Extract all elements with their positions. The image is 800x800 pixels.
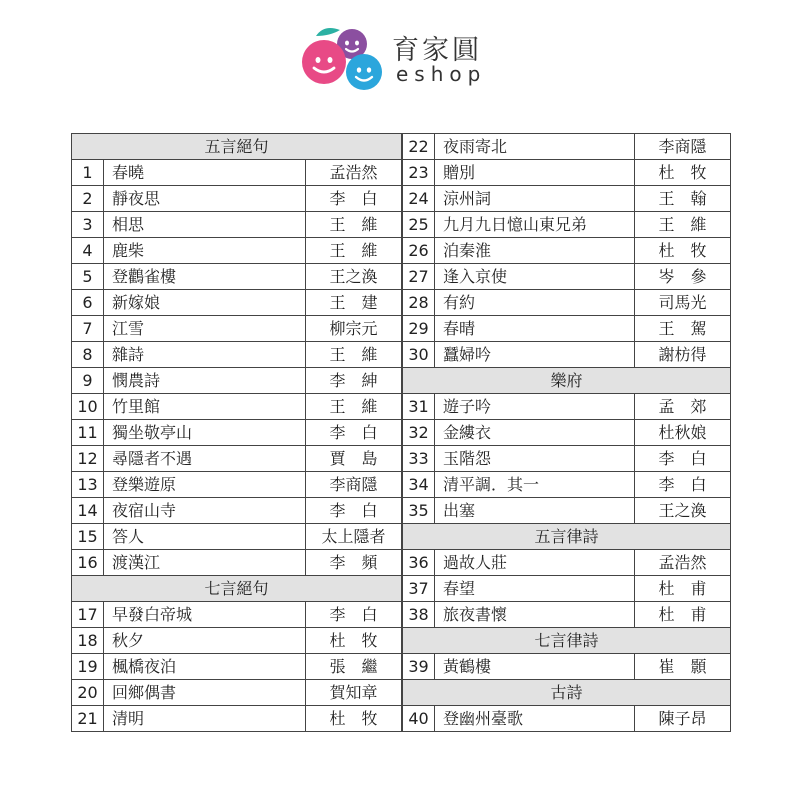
poem-number: 18	[72, 628, 104, 654]
poem-author: 李 白	[635, 446, 731, 472]
brand-name-chinese: 育家圓	[392, 35, 482, 66]
poem-number: 27	[403, 264, 435, 290]
poem-row	[403, 238, 731, 264]
poem-author: 王 駕	[635, 316, 731, 342]
poem-title: 鹿柴	[104, 238, 306, 264]
poem-author: 王 維	[306, 342, 402, 368]
leaf-icon	[316, 28, 340, 36]
poem-author: 王 翰	[635, 186, 731, 212]
poem-row	[72, 628, 402, 654]
poem-number: 3	[72, 212, 104, 238]
poem-number: 8	[72, 342, 104, 368]
poem-row	[72, 160, 402, 186]
poem-title: 回鄉偶書	[104, 680, 306, 706]
poem-author: 杜 牧	[635, 160, 731, 186]
poem-title: 清平調．其一	[435, 472, 635, 498]
poem-title: 春晴	[435, 316, 635, 342]
poem-number: 2	[72, 186, 104, 212]
pink-face-icon	[302, 40, 346, 84]
brand-name-english: eshop	[396, 62, 487, 86]
poem-number: 31	[403, 394, 435, 420]
poem-row	[403, 602, 731, 628]
poem-number: 17	[72, 602, 104, 628]
poem-author: 孟 郊	[635, 394, 731, 420]
poem-title: 尋隱者不遇	[104, 446, 306, 472]
poem-number: 33	[403, 446, 435, 472]
poem-number: 19	[72, 654, 104, 680]
poem-number: 40	[403, 706, 435, 732]
blue-face-icon	[346, 54, 382, 90]
poem-title: 旅夜書懷	[435, 602, 635, 628]
poem-author: 王之渙	[306, 264, 402, 290]
poem-row	[403, 212, 731, 238]
poem-number: 34	[403, 472, 435, 498]
poem-row	[72, 602, 402, 628]
poem-row	[72, 446, 402, 472]
poem-author: 陳子昂	[635, 706, 731, 732]
poem-number: 6	[72, 290, 104, 316]
poem-author: 謝枋得	[635, 342, 731, 368]
brand-logo	[300, 22, 520, 92]
poem-row	[72, 420, 402, 446]
poem-row	[403, 160, 731, 186]
poem-row	[403, 264, 731, 290]
poem-title: 秋夕	[104, 628, 306, 654]
poem-number: 30	[403, 342, 435, 368]
poem-title: 早發白帝城	[104, 602, 306, 628]
poem-title: 竹里館	[104, 394, 306, 420]
poem-number: 39	[403, 654, 435, 680]
poem-title: 涼州詞	[435, 186, 635, 212]
poem-title: 夜宿山寺	[104, 498, 306, 524]
section-header: 古詩	[403, 680, 731, 706]
poem-title: 答人	[104, 524, 306, 550]
poem-author: 李 頻	[306, 550, 402, 576]
poem-number: 12	[72, 446, 104, 472]
poem-author: 王 維	[306, 394, 402, 420]
family-faces-icon	[300, 22, 390, 92]
poem-row	[72, 212, 402, 238]
poem-title: 獨坐敬亭山	[104, 420, 306, 446]
poem-title: 九月九日憶山東兄弟	[435, 212, 635, 238]
section-header: 七言律詩	[403, 628, 731, 654]
poem-row	[72, 498, 402, 524]
poem-title: 贈別	[435, 160, 635, 186]
poem-title: 有約	[435, 290, 635, 316]
poem-author: 李 白	[635, 472, 731, 498]
section-header-row	[403, 368, 731, 394]
poem-author: 杜 牧	[635, 238, 731, 264]
poem-number: 16	[72, 550, 104, 576]
poem-author: 賈 島	[306, 446, 402, 472]
poem-number: 26	[403, 238, 435, 264]
poem-number: 21	[72, 706, 104, 732]
poem-author: 李 白	[306, 602, 402, 628]
poem-title: 遊子吟	[435, 394, 635, 420]
section-header: 五言絕句	[72, 134, 402, 160]
poem-author: 杜 甫	[635, 602, 731, 628]
poem-row	[72, 524, 402, 550]
section-header: 五言律詩	[403, 524, 731, 550]
poem-author: 張 繼	[306, 654, 402, 680]
poem-number: 25	[403, 212, 435, 238]
poem-number: 22	[403, 134, 435, 160]
poem-number: 20	[72, 680, 104, 706]
poem-row	[72, 550, 402, 576]
section-header: 七言絕句	[72, 576, 402, 602]
poem-title: 逢入京使	[435, 264, 635, 290]
poem-row	[72, 316, 402, 342]
poem-title: 清明	[104, 706, 306, 732]
poem-title: 金縷衣	[435, 420, 635, 446]
poem-title: 登幽州臺歌	[435, 706, 635, 732]
poem-row	[403, 316, 731, 342]
poem-title: 泊秦淮	[435, 238, 635, 264]
poem-table-left	[71, 133, 402, 732]
poem-number: 15	[72, 524, 104, 550]
section-header-row	[72, 134, 402, 160]
poem-row	[72, 264, 402, 290]
poem-number: 9	[72, 368, 104, 394]
poem-title: 過故人莊	[435, 550, 635, 576]
poem-author: 王 維	[635, 212, 731, 238]
poem-author: 李 白	[306, 186, 402, 212]
poem-title: 出塞	[435, 498, 635, 524]
poem-author: 柳宗元	[306, 316, 402, 342]
poem-number: 28	[403, 290, 435, 316]
poem-author: 李商隱	[635, 134, 731, 160]
poem-author: 賀知章	[306, 680, 402, 706]
poem-author: 王 維	[306, 212, 402, 238]
poem-row	[403, 550, 731, 576]
poem-row	[403, 654, 731, 680]
poem-row	[403, 576, 731, 602]
section-header-row	[72, 576, 402, 602]
poem-author: 杜 牧	[306, 706, 402, 732]
poem-number: 35	[403, 498, 435, 524]
poem-number: 23	[403, 160, 435, 186]
poem-author: 孟浩然	[635, 550, 731, 576]
poem-author: 李商隱	[306, 472, 402, 498]
poem-title: 登鸛雀樓	[104, 264, 306, 290]
poem-number: 10	[72, 394, 104, 420]
poem-title: 登樂遊原	[104, 472, 306, 498]
poem-title: 玉階怨	[435, 446, 635, 472]
poem-number: 1	[72, 160, 104, 186]
poem-author: 岑 參	[635, 264, 731, 290]
poem-row	[72, 238, 402, 264]
poem-row	[72, 472, 402, 498]
poem-author: 王 建	[306, 290, 402, 316]
section-header-row	[403, 524, 731, 550]
poem-row	[403, 186, 731, 212]
poem-number: 7	[72, 316, 104, 342]
poem-title: 相思	[104, 212, 306, 238]
poem-number: 13	[72, 472, 104, 498]
poem-row	[403, 134, 731, 160]
poem-title: 楓橋夜泊	[104, 654, 306, 680]
poem-number: 29	[403, 316, 435, 342]
poem-author: 李 白	[306, 420, 402, 446]
poem-title: 春望	[435, 576, 635, 602]
poem-title: 蠶婦吟	[435, 342, 635, 368]
poem-number: 11	[72, 420, 104, 446]
poem-title: 雜詩	[104, 342, 306, 368]
poem-number: 38	[403, 602, 435, 628]
poem-title: 黃鶴樓	[435, 654, 635, 680]
poem-number: 32	[403, 420, 435, 446]
poem-row	[72, 394, 402, 420]
poem-row	[403, 290, 731, 316]
poem-row	[403, 420, 731, 446]
poem-title: 靜夜思	[104, 186, 306, 212]
poem-author: 太上隱者	[306, 524, 402, 550]
poem-author: 王 維	[306, 238, 402, 264]
section-header-row	[403, 628, 731, 654]
poem-row	[72, 680, 402, 706]
poem-table-right	[402, 133, 731, 732]
poem-row	[72, 342, 402, 368]
poem-title: 新嫁娘	[104, 290, 306, 316]
poem-title: 江雪	[104, 316, 306, 342]
poem-number: 36	[403, 550, 435, 576]
poem-author: 王之渙	[635, 498, 731, 524]
poem-row	[403, 498, 731, 524]
poem-row	[403, 446, 731, 472]
poem-author: 李 紳	[306, 368, 402, 394]
poem-author: 崔 顥	[635, 654, 731, 680]
poem-row	[72, 186, 402, 212]
poem-row	[403, 342, 731, 368]
poem-row	[403, 706, 731, 732]
poem-number: 37	[403, 576, 435, 602]
poem-number: 4	[72, 238, 104, 264]
poem-number: 14	[72, 498, 104, 524]
poem-author: 孟浩然	[306, 160, 402, 186]
poem-row	[72, 290, 402, 316]
section-header: 樂府	[403, 368, 731, 394]
poem-author: 杜秋娘	[635, 420, 731, 446]
poem-author: 司馬光	[635, 290, 731, 316]
poem-row	[72, 706, 402, 732]
poem-author: 李 白	[306, 498, 402, 524]
poem-row	[403, 394, 731, 420]
poem-author: 杜 牧	[306, 628, 402, 654]
poem-row	[403, 472, 731, 498]
poem-title: 渡漢江	[104, 550, 306, 576]
poem-number: 24	[403, 186, 435, 212]
poem-author: 杜 甫	[635, 576, 731, 602]
poem-row	[72, 654, 402, 680]
poem-title: 憫農詩	[104, 368, 306, 394]
poem-row	[72, 368, 402, 394]
poem-title: 春曉	[104, 160, 306, 186]
poem-title: 夜雨寄北	[435, 134, 635, 160]
section-header-row	[403, 680, 731, 706]
poem-number: 5	[72, 264, 104, 290]
